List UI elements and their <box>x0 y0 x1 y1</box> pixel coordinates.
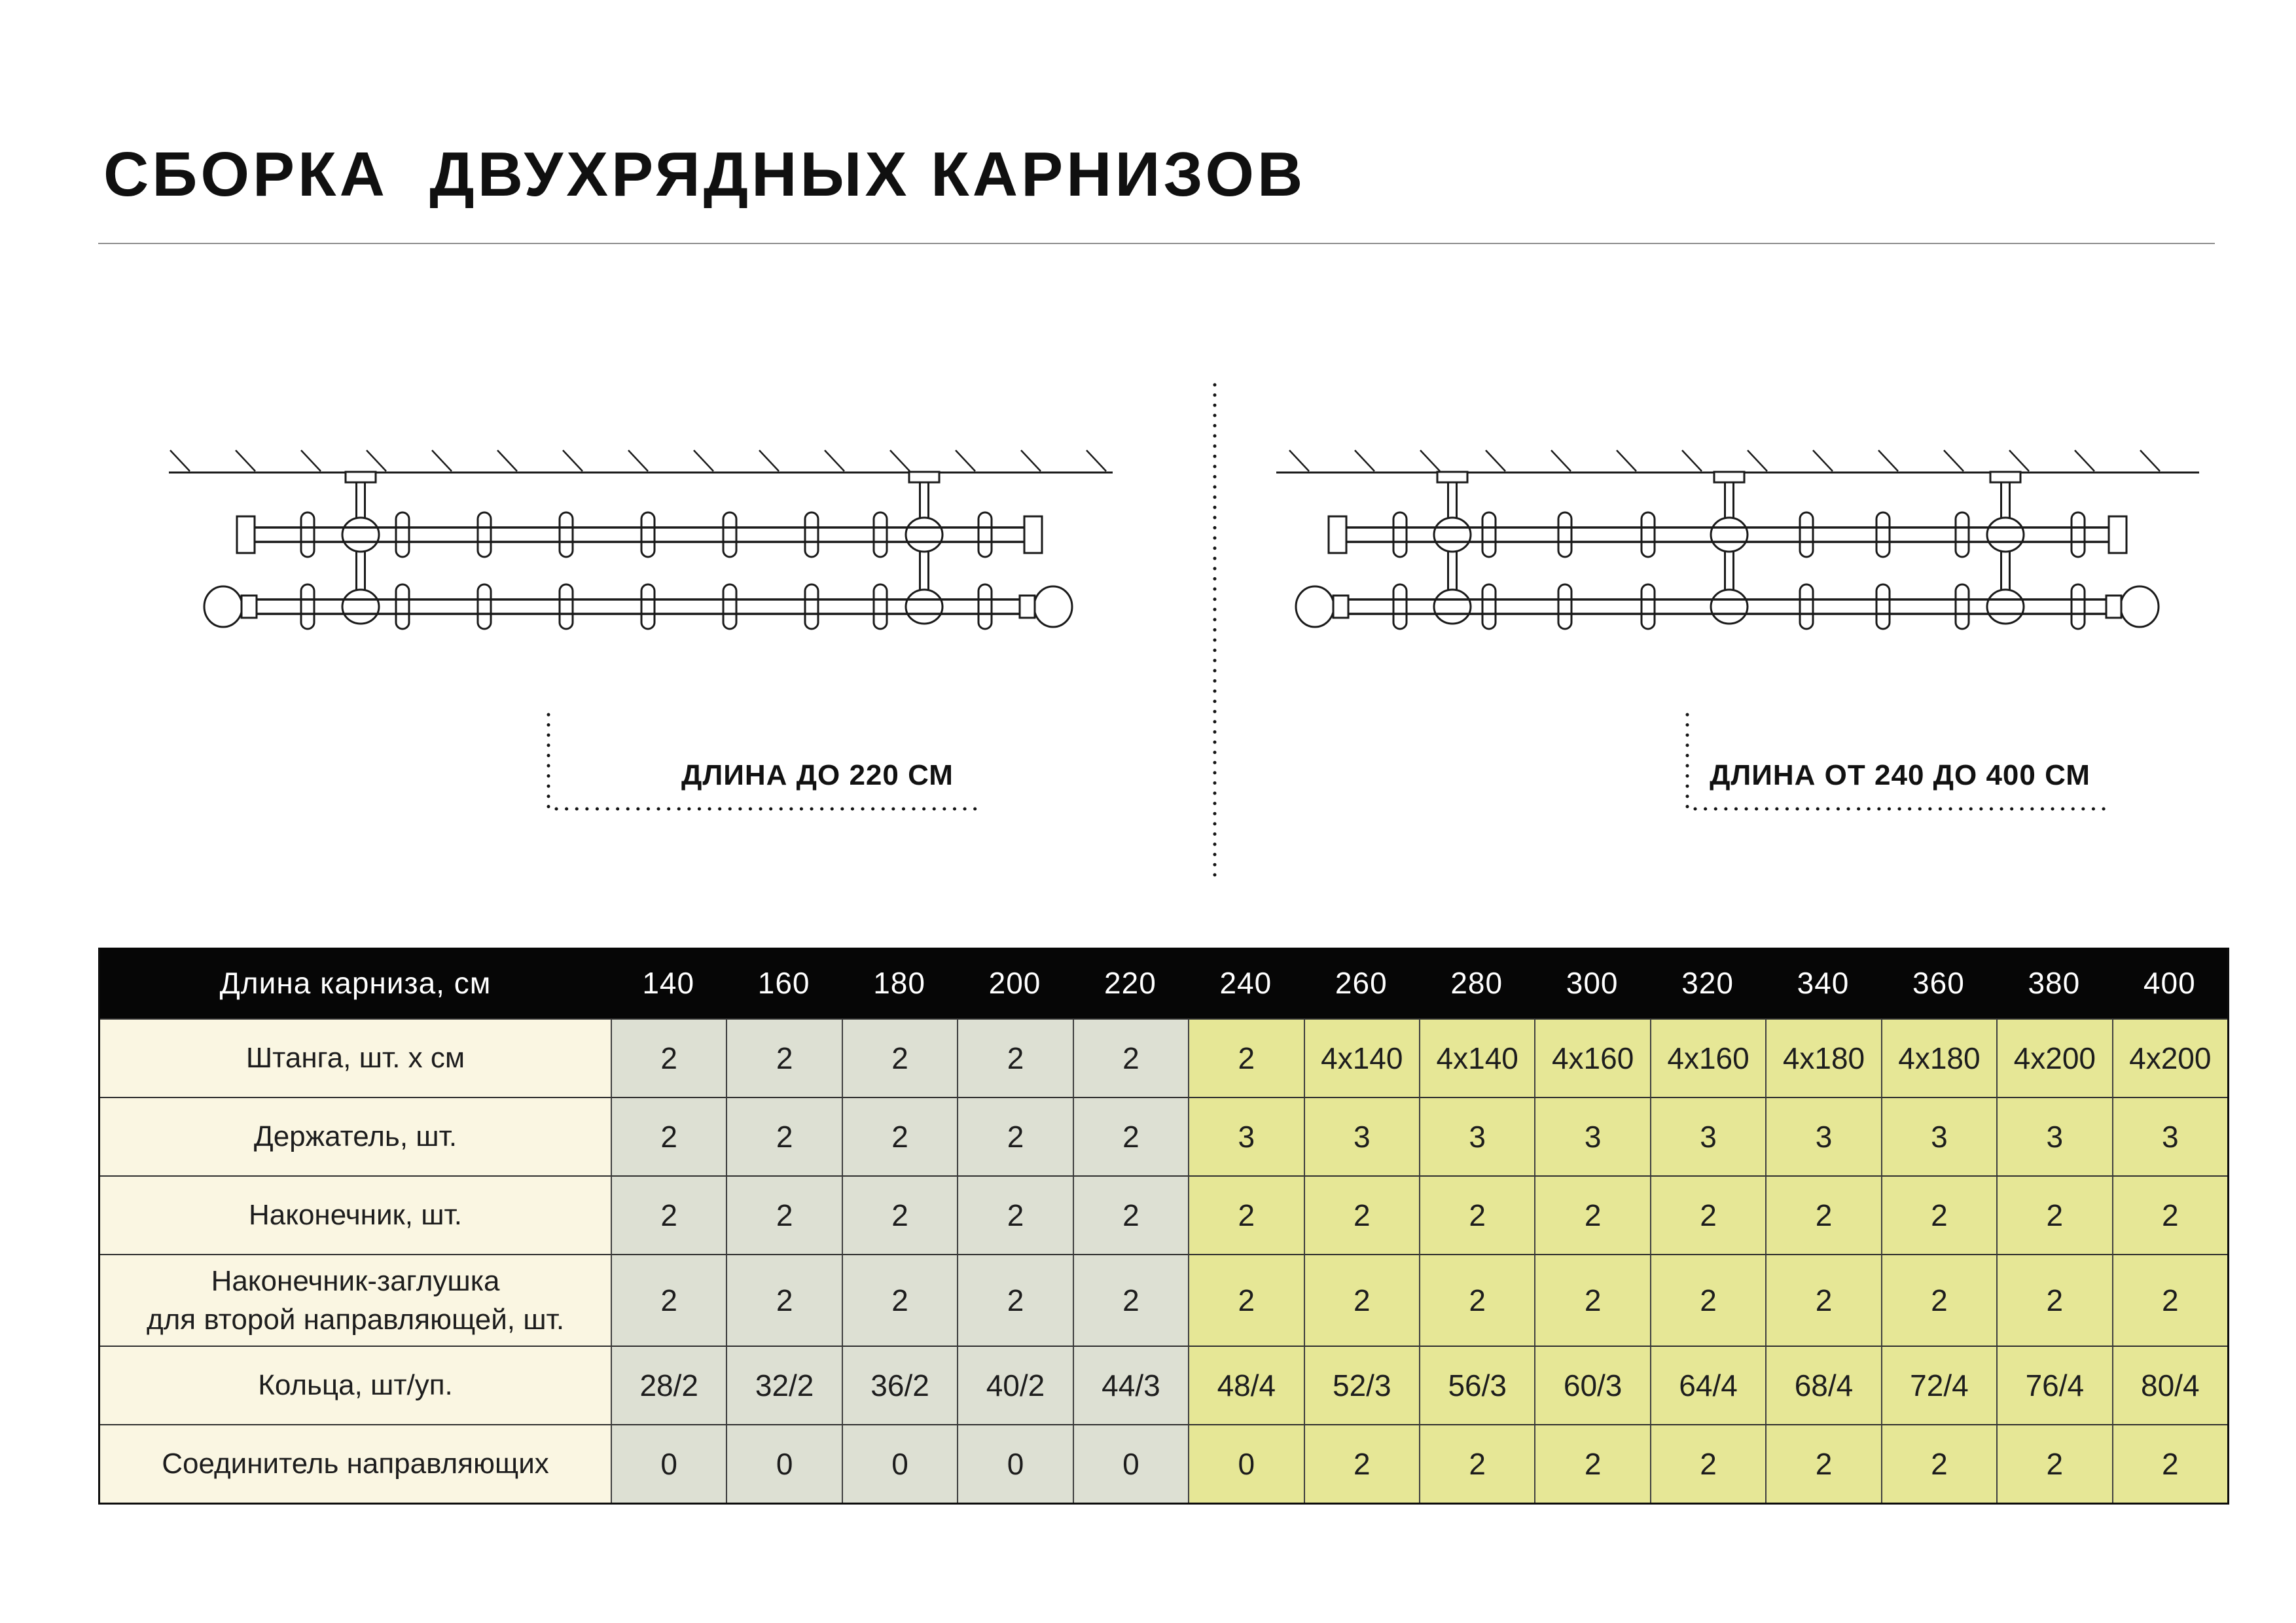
table-cell: 64/4 <box>1650 1346 1765 1424</box>
table-cell: 2 <box>1073 1175 1188 1254</box>
table-cell: 2 <box>1650 1175 1765 1254</box>
table-cell: 72/4 <box>1881 1346 1996 1424</box>
table-cell: 3 <box>1304 1097 1419 1175</box>
table-cell: 2 <box>1304 1175 1419 1254</box>
column-header: 300 <box>1534 948 1649 1018</box>
table-cell: 2 <box>957 1175 1072 1254</box>
table-cell: 2 <box>842 1175 957 1254</box>
table-cell: 2 <box>1765 1424 1880 1503</box>
row-label <box>100 1346 611 1424</box>
column-header: 320 <box>1650 948 1765 1018</box>
table-cell: 68/4 <box>1765 1346 1880 1424</box>
table-cell: 2 <box>842 1097 957 1175</box>
row-label-line: Штанга, шт. х см <box>245 1042 465 1075</box>
table-cell: 4x200 <box>1996 1018 2111 1097</box>
table-cell: 2 <box>1304 1254 1419 1346</box>
table-cell: 2 <box>1996 1424 2111 1503</box>
table-cell: 2 <box>842 1018 957 1097</box>
table-cell: 3 <box>1188 1097 1303 1175</box>
row-label-line: Наконечник, шт. <box>248 1199 463 1232</box>
table-cell: 4x160 <box>1534 1018 1649 1097</box>
table-cell: 48/4 <box>1188 1346 1303 1424</box>
column-header: 220 <box>1073 948 1188 1018</box>
table-cell: 2 <box>726 1254 841 1346</box>
table-cell: 0 <box>1188 1424 1303 1503</box>
column-header: 240 <box>1188 948 1303 1018</box>
table-cell: 3 <box>1534 1097 1649 1175</box>
column-header: 280 <box>1419 948 1534 1018</box>
row-label-line: Кольца, шт/уп. <box>258 1369 453 1402</box>
table-cell: 2 <box>1419 1175 1534 1254</box>
row-label <box>100 1018 611 1097</box>
column-header: 260 <box>1304 948 1419 1018</box>
table-cell: 2 <box>1188 1175 1303 1254</box>
table-cell: 2 <box>1073 1254 1188 1346</box>
table-cell: 0 <box>726 1424 841 1503</box>
row-label-line: Соединитель направляющих <box>162 1448 549 1480</box>
table-cell: 4x200 <box>2112 1018 2227 1097</box>
table-cell: 3 <box>1650 1097 1765 1175</box>
column-header: 140 <box>611 948 726 1018</box>
table-cell: 2 <box>1650 1254 1765 1346</box>
table-cell: 4x140 <box>1419 1018 1534 1097</box>
assembly-diagram-short <box>169 450 1113 629</box>
table-cell: 2 <box>1073 1097 1188 1175</box>
diagram-caption-right: ДЛИНА ОТ 240 ДО 400 СМ <box>1710 759 2090 791</box>
page-title: СБОРКА ДВУХРЯДНЫХ КАРНИЗОВ <box>103 139 1306 209</box>
table-cell: 2 <box>1188 1254 1303 1346</box>
table-cell: 2 <box>957 1097 1072 1175</box>
table-cell: 0 <box>611 1424 726 1503</box>
table-cell: 2 <box>2112 1175 2227 1254</box>
row-label <box>100 1097 611 1175</box>
table-cell: 2 <box>1304 1424 1419 1503</box>
table-cell: 2 <box>611 1254 726 1346</box>
row-label-line: Наконечник-заглушка <box>211 1264 500 1297</box>
table-cell: 2 <box>957 1254 1072 1346</box>
table-cell: 3 <box>1881 1097 1996 1175</box>
table-cell: 28/2 <box>611 1346 726 1424</box>
table-cell: 3 <box>1765 1097 1880 1175</box>
table-cell: 2 <box>1534 1254 1649 1346</box>
table-cell: 2 <box>726 1097 841 1175</box>
table-cell: 56/3 <box>1419 1346 1534 1424</box>
table-cell: 44/3 <box>1073 1346 1188 1424</box>
table-cell: 2 <box>726 1175 841 1254</box>
table-cell: 2 <box>1073 1018 1188 1097</box>
table-cell: 40/2 <box>957 1346 1072 1424</box>
column-header: 160 <box>726 948 841 1018</box>
table-cell: 2 <box>1996 1175 2111 1254</box>
column-header: 360 <box>1881 948 1996 1018</box>
table-cell: 0 <box>842 1424 957 1503</box>
row-label <box>100 1175 611 1254</box>
table-cell: 2 <box>842 1254 957 1346</box>
assembly-diagram-long <box>1276 450 2199 629</box>
row-label-line: для второй направляющей, шт. <box>146 1304 565 1336</box>
table-cell: 2 <box>1188 1018 1303 1097</box>
table-cell: 32/2 <box>726 1346 841 1424</box>
table-cell: 3 <box>2112 1097 2227 1175</box>
table-cell: 2 <box>1881 1175 1996 1254</box>
table-cell: 2 <box>1534 1175 1649 1254</box>
column-header: 400 <box>2112 948 2227 1018</box>
table-cell: 2 <box>611 1018 726 1097</box>
components-table <box>98 948 2229 1505</box>
table-cell: 2 <box>1881 1254 1996 1346</box>
table-cell: 3 <box>1996 1097 2111 1175</box>
row-label <box>100 1424 611 1503</box>
diagram-caption-left: ДЛИНА ДО 220 СМ <box>681 759 954 791</box>
row-label-line: Держатель, шт. <box>253 1120 457 1153</box>
table-cell: 2 <box>611 1097 726 1175</box>
table-cell: 2 <box>1534 1424 1649 1503</box>
table-cell: 76/4 <box>1996 1346 2111 1424</box>
table-cell: 4x180 <box>1765 1018 1880 1097</box>
table-cell: 52/3 <box>1304 1346 1419 1424</box>
table-cell: 4x180 <box>1881 1018 1996 1097</box>
table-header-label: Длина карниза, см <box>100 948 611 1018</box>
row-label <box>100 1254 611 1346</box>
table-cell: 60/3 <box>1534 1346 1649 1424</box>
table-cell: 80/4 <box>2112 1346 2227 1424</box>
table-cell: 0 <box>957 1424 1072 1503</box>
column-header: 340 <box>1765 948 1880 1018</box>
table-cell: 2 <box>726 1018 841 1097</box>
table-cell: 2 <box>1419 1424 1534 1503</box>
table-cell: 2 <box>2112 1424 2227 1503</box>
table-cell: 2 <box>1419 1254 1534 1346</box>
table-cell: 2 <box>1996 1254 2111 1346</box>
column-header: 200 <box>957 948 1072 1018</box>
column-header: 380 <box>1996 948 2111 1018</box>
table-cell: 3 <box>1419 1097 1534 1175</box>
table-cell: 2 <box>611 1175 726 1254</box>
table-cell: 2 <box>1881 1424 1996 1503</box>
table-cell: 4x160 <box>1650 1018 1765 1097</box>
table-cell: 2 <box>2112 1254 2227 1346</box>
column-header: 180 <box>842 948 957 1018</box>
table-cell: 2 <box>1765 1254 1880 1346</box>
table-cell: 2 <box>1765 1175 1880 1254</box>
table-cell: 0 <box>1073 1424 1188 1503</box>
table-cell: 36/2 <box>842 1346 957 1424</box>
table-cell: 2 <box>1650 1424 1765 1503</box>
table-cell: 2 <box>957 1018 1072 1097</box>
table-cell: 4x140 <box>1304 1018 1419 1097</box>
